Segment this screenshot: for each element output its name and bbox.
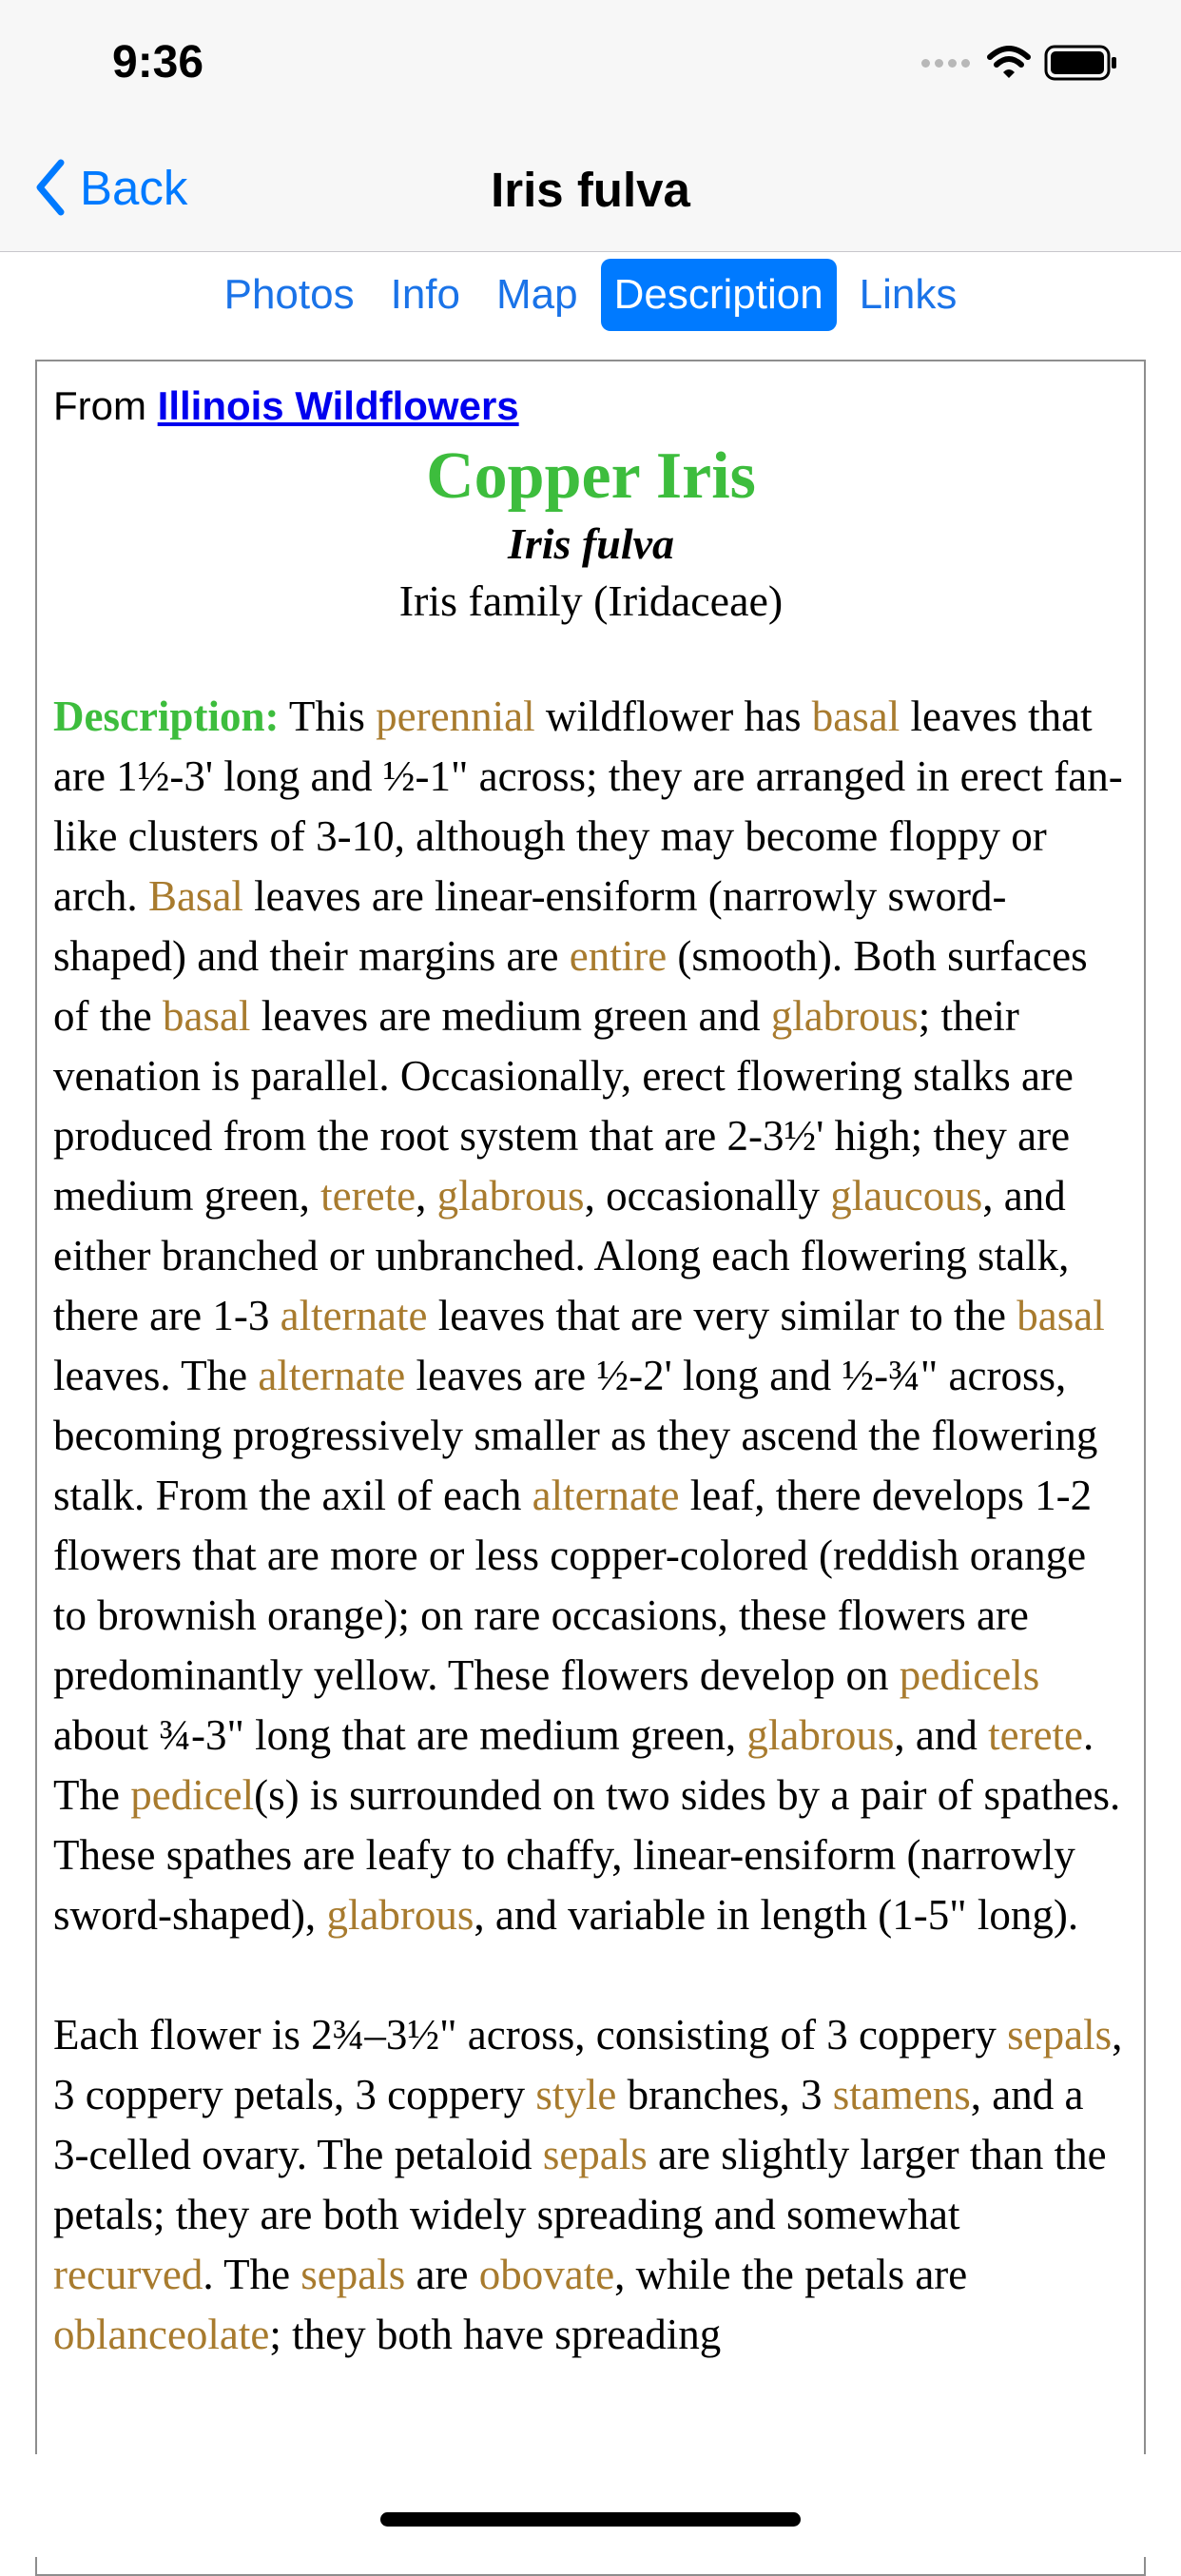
status-bar [0,0,1181,126]
description-label: Description: [53,693,280,740]
glossary-term-link[interactable]: pedicel [130,1771,255,1819]
status-icons [921,44,1118,82]
glossary-term-link[interactable]: pedicels [899,1651,1040,1699]
body-text: (s) is surrounded on two sides by a pair of spathes. These spathes are leafy to chaffy, linear-ensiform (narrowly sword-shaped), [53,1771,1121,1939]
glossary-term-link[interactable]: alternate [280,1292,428,1339]
body-text: wildflower has [534,693,812,740]
body-text: , and variable in length (1-5" long). [474,1891,1079,1939]
body-text: leaves that are 1½-3' long and ½-1" across; they are arranged in erect fan-like clusters of 3-10, although they may become floppy or arch. [53,693,1123,920]
glossary-term-link[interactable]: basal [162,992,251,1040]
body-text: . The [53,1711,1094,1819]
glossary-term-link[interactable]: entire [569,932,668,980]
glossary-term-link[interactable]: terete [320,1172,416,1220]
source-prefix: From [53,383,158,428]
source-link[interactable]: Illinois Wildflowers [157,383,519,428]
body-text: leaves are ½-2' long and ½-¾" across, becoming progressively smaller as they ascend the flowering stalk. From the axil of each [53,1352,1098,1519]
glossary-term-link[interactable]: style [535,2071,617,2118]
body-text: about ¾-3" long that are medium green, [53,1711,747,1759]
body-text: , [416,1172,437,1220]
body-text: leaf, there develops 1-2 flowers that are more or less copper-colored (reddish orange to brownish orange); on rare occasions, these flowers are predominantly yellow. These flowers develop on [53,1472,1093,1699]
home-indicator[interactable] [380,2512,801,2527]
source-line [53,381,1129,432]
glossary-term-link[interactable]: terete [988,1711,1084,1759]
body-text: branches, 3 [616,2071,833,2118]
body-text: (smooth). Both surfaces of the [53,932,1088,1040]
battery-icon [1044,45,1118,81]
description-webview[interactable] [35,360,1146,2576]
glossary-term-link[interactable]: glabrous [746,1711,895,1759]
back-label: Back [80,160,188,215]
body-text: ; they both have spreading [269,2311,722,2358]
glossary-term-link[interactable]: obovate [478,2251,615,2298]
body-text: , 3 coppery petals, 3 coppery [53,2011,1123,2118]
segment-tabs [0,257,1181,333]
glossary-term-link[interactable]: recurved [53,2251,203,2298]
body-text: This [279,693,377,740]
body-text: , occasionally [584,1172,831,1220]
glossary-term-link[interactable]: glabrous [326,1891,474,1939]
body-text: Each flower is 2¾–3½" across, consisting of 3 coppery [53,2011,1008,2059]
description-paragraph [53,687,1129,1945]
glossary-term-link[interactable]: glabrous [436,1172,585,1220]
wifi-icon [987,46,1031,80]
flower-paragraph [53,2005,1129,2365]
glossary-term-link[interactable]: oblanceolate [53,2311,270,2358]
glossary-term-link[interactable]: sepals [300,2251,406,2298]
body-text: leaves are linear-ensiform (narrowly sword-shaped) and their margins are [53,872,1007,980]
glossary-term-link[interactable]: glabrous [770,992,919,1040]
tab-photos[interactable]: Photos [223,271,355,318]
body-text: leaves that are very similar to the [427,1292,1017,1339]
glossary-term-link[interactable]: sepals [542,2131,648,2178]
glossary-term-link[interactable]: perennial [376,693,535,740]
body-text: ; their venation is parallel. Occasionally, erect flowering stalks are produced from the root system that are 2-3½' high; they are medium green, [53,992,1074,1220]
body-text: leaves. The [53,1352,259,1399]
page-title: Iris fulva [491,163,690,217]
body-text: are [405,2251,479,2298]
tab-links[interactable]: Links [859,271,958,318]
family-name: Iris family (Iridaceae) [398,576,784,625]
cellular-signal-icon [921,59,970,68]
body-text: , and a 3-celled ovary. The petaloid [53,2071,1084,2178]
body-text: , and either branched or unbranched. Along each flowering stalk, there are 1-3 [53,1172,1070,1339]
glossary-term-link[interactable]: basal [811,693,900,740]
navigation-bar [0,126,1181,252]
glossary-term-link[interactable]: sepals [1007,2011,1113,2059]
common-name: Copper Iris [426,439,756,513]
glossary-term-link[interactable]: stamens [832,2071,971,2118]
body-text: are slightly larger than the petals; they are both widely spreading and somewhat [53,2131,1107,2238]
body-text: leaves are medium green and [250,992,771,1040]
body-text: , and [894,1711,989,1759]
tab-map[interactable]: Map [495,271,578,318]
body-text: , while the petals are [614,2251,968,2298]
glossary-term-link[interactable]: basal [1016,1292,1105,1339]
bottom-safe-area [0,2454,1181,2557]
glossary-term-link[interactable]: alternate [532,1472,680,1519]
glossary-term-link[interactable]: glaucous [830,1172,983,1220]
body-text: . The [203,2251,301,2298]
tab-description[interactable]: Description [601,259,837,331]
glossary-term-link[interactable]: Basal [147,872,243,920]
status-time: 9:36 [112,37,204,88]
scientific-name: Iris fulva [507,519,675,568]
glossary-term-link[interactable]: alternate [258,1352,406,1399]
tab-info[interactable]: Info [390,271,460,318]
